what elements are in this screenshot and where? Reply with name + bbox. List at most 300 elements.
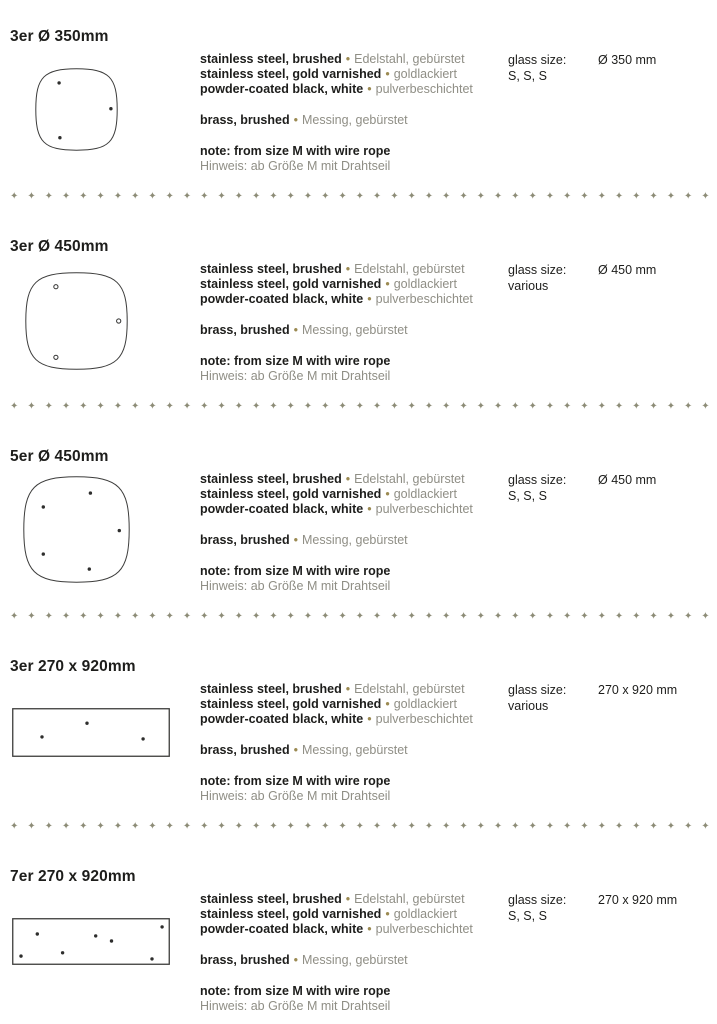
divider-star-icon: ✦ bbox=[234, 820, 244, 832]
canopy-outline-drawing bbox=[12, 708, 170, 757]
bullet-separator: • bbox=[293, 533, 299, 547]
divider-star-icon: ✦ bbox=[96, 610, 105, 622]
divider-star-icon: ✦ bbox=[79, 400, 88, 412]
divider-star-icon: ✦ bbox=[303, 820, 313, 832]
divider-star-icon: ✦ bbox=[424, 190, 434, 202]
divider-star-icon: ✦ bbox=[286, 820, 295, 832]
glass-size-column bbox=[508, 682, 566, 714]
divider-star-icon: ✦ bbox=[27, 820, 36, 832]
divider-star-icon: ✦ bbox=[44, 190, 53, 202]
divider-star-icon: ✦ bbox=[338, 610, 347, 622]
glass-size-label: glass size: bbox=[508, 473, 567, 487]
divider-star-icon: ✦ bbox=[563, 190, 572, 202]
divider-star-icon: ✦ bbox=[182, 610, 192, 622]
divider-star-icon: ✦ bbox=[79, 190, 88, 202]
divider-star-icon: ✦ bbox=[79, 820, 88, 832]
material-de: goldlackiert bbox=[393, 67, 457, 81]
divider-star-icon: ✦ bbox=[286, 610, 295, 622]
canopy-diagram bbox=[35, 68, 118, 151]
materials-list bbox=[200, 892, 505, 1014]
divider-star-icon: ✦ bbox=[200, 820, 209, 832]
divider-star-icon: ✦ bbox=[96, 820, 105, 832]
material-de: pulverbeschichtet bbox=[375, 922, 473, 936]
material-line bbox=[200, 82, 505, 97]
divider-star-icon: ✦ bbox=[632, 820, 641, 832]
divider-star-icon: ✦ bbox=[269, 400, 278, 412]
divider-star-icon: ✦ bbox=[528, 190, 537, 202]
section-title: 7er 270 x 920mm bbox=[10, 868, 136, 885]
divider-star-icon: ✦ bbox=[614, 400, 624, 412]
bullet-separator: • bbox=[385, 907, 390, 921]
product-section bbox=[0, 658, 717, 868]
divider-star-icon: ✦ bbox=[286, 190, 295, 202]
divider-star-icon: ✦ bbox=[321, 400, 330, 412]
divider-star-icon: ✦ bbox=[701, 820, 710, 832]
divider-star-icon: ✦ bbox=[251, 400, 261, 412]
divider-star-icon: ✦ bbox=[303, 190, 313, 202]
divider-star-icon: ✦ bbox=[442, 190, 451, 202]
divider-star-icon: ✦ bbox=[61, 820, 71, 832]
divider-star-icon: ✦ bbox=[234, 400, 244, 412]
divider-star-icon: ✦ bbox=[79, 610, 88, 622]
note-line-de bbox=[200, 999, 505, 1014]
divider-star-icon: ✦ bbox=[355, 610, 365, 622]
glass-size-column bbox=[508, 262, 566, 294]
material-line bbox=[200, 502, 505, 517]
divider-star-icon: ✦ bbox=[442, 820, 451, 832]
glass-size-label: glass size: bbox=[508, 683, 567, 697]
glass-size-value: various bbox=[508, 279, 549, 293]
divider-star-icon: ✦ bbox=[407, 820, 416, 832]
divider-star-icon: ✦ bbox=[666, 400, 676, 412]
divider-star-icon: ✦ bbox=[390, 610, 399, 622]
material-line bbox=[200, 697, 505, 712]
product-size: Ø 350 mm bbox=[598, 53, 657, 67]
material-line bbox=[200, 292, 505, 307]
note-line-de bbox=[200, 579, 505, 594]
product-size: Ø 450 mm bbox=[598, 263, 657, 277]
material-en: powder-coated black, white bbox=[200, 712, 364, 726]
divider-star-icon: ✦ bbox=[614, 610, 624, 622]
section-divider bbox=[10, 821, 710, 832]
materials-list bbox=[200, 682, 505, 804]
divider-star-icon: ✦ bbox=[44, 610, 53, 622]
canopy-outline-drawing bbox=[35, 68, 118, 151]
divider-star-icon: ✦ bbox=[200, 400, 209, 412]
material-en: powder-coated black, white bbox=[200, 292, 364, 306]
divider-star-icon: ✦ bbox=[130, 820, 140, 832]
divider-star-icon: ✦ bbox=[165, 400, 174, 412]
canopy-outline-drawing bbox=[25, 272, 128, 370]
bullet-separator: • bbox=[345, 262, 351, 276]
glass-size-column bbox=[508, 52, 566, 84]
divider-star-icon: ✦ bbox=[217, 820, 226, 832]
material-de: Messing, gebürstet bbox=[302, 953, 408, 967]
glass-size-value: S, S, S bbox=[508, 69, 547, 83]
material-en: stainless steel, brushed bbox=[200, 262, 342, 276]
bullet-separator: • bbox=[367, 502, 372, 516]
divider-star-icon: ✦ bbox=[96, 190, 105, 202]
divider-star-icon: ✦ bbox=[10, 190, 19, 202]
bullet-separator: • bbox=[345, 892, 351, 906]
divider-star-icon: ✦ bbox=[683, 400, 693, 412]
divider-star-icon: ✦ bbox=[528, 610, 537, 622]
divider-star-icon: ✦ bbox=[182, 820, 192, 832]
note-de: Hinweis: ab Größe M mit Drahtseil bbox=[200, 789, 391, 803]
divider-star-icon: ✦ bbox=[424, 610, 434, 622]
product-section bbox=[0, 28, 717, 238]
canopy-outline-drawing bbox=[23, 476, 130, 583]
material-en: powder-coated black, white bbox=[200, 82, 364, 96]
divider-star-icon: ✦ bbox=[683, 820, 693, 832]
divider-star-icon: ✦ bbox=[338, 400, 347, 412]
material-de: goldlackiert bbox=[393, 907, 457, 921]
divider-star-icon: ✦ bbox=[321, 610, 330, 622]
bullet-separator: • bbox=[385, 277, 390, 291]
divider-star-icon: ✦ bbox=[200, 190, 209, 202]
divider-star-icon: ✦ bbox=[476, 400, 485, 412]
divider-star-icon: ✦ bbox=[493, 820, 503, 832]
divider-star-icon: ✦ bbox=[545, 190, 555, 202]
divider-star-icon: ✦ bbox=[666, 190, 676, 202]
divider-star-icon: ✦ bbox=[563, 400, 572, 412]
divider-star-icon: ✦ bbox=[545, 400, 555, 412]
material-line bbox=[200, 743, 505, 758]
divider-star-icon: ✦ bbox=[217, 190, 226, 202]
divider-star-icon: ✦ bbox=[251, 610, 261, 622]
divider-star-icon: ✦ bbox=[217, 400, 226, 412]
section-title: 3er Ø 350mm bbox=[10, 28, 109, 45]
material-line bbox=[200, 922, 505, 937]
divider-star-icon: ✦ bbox=[442, 400, 451, 412]
divider-star-icon: ✦ bbox=[701, 610, 710, 622]
divider-star-icon: ✦ bbox=[632, 190, 641, 202]
product-section bbox=[0, 868, 717, 1024]
material-en: stainless steel, gold varnished bbox=[200, 277, 382, 291]
divider-star-icon: ✦ bbox=[269, 820, 278, 832]
divider-star-icon: ✦ bbox=[528, 400, 537, 412]
divider-star-icon: ✦ bbox=[148, 190, 157, 202]
divider-star-icon: ✦ bbox=[649, 400, 658, 412]
divider-star-icon: ✦ bbox=[251, 820, 261, 832]
divider-star-icon: ✦ bbox=[130, 190, 140, 202]
divider-star-icon: ✦ bbox=[580, 820, 589, 832]
material-line bbox=[200, 487, 505, 502]
material-line bbox=[200, 262, 505, 277]
divider-star-icon: ✦ bbox=[321, 820, 330, 832]
divider-star-icon: ✦ bbox=[200, 610, 209, 622]
divider-star-icon: ✦ bbox=[372, 190, 382, 202]
divider-star-icon: ✦ bbox=[372, 820, 382, 832]
materials-list bbox=[200, 262, 505, 384]
divider-star-icon: ✦ bbox=[597, 400, 606, 412]
material-de: pulverbeschichtet bbox=[375, 712, 473, 726]
divider-star-icon: ✦ bbox=[165, 190, 174, 202]
divider-star-icon: ✦ bbox=[666, 610, 676, 622]
material-de: Edelstahl, gebürstet bbox=[354, 52, 465, 66]
section-divider bbox=[10, 191, 710, 202]
material-en: powder-coated black, white bbox=[200, 922, 364, 936]
divider-star-icon: ✦ bbox=[580, 400, 589, 412]
divider-star-icon: ✦ bbox=[511, 400, 520, 412]
material-de: goldlackiert bbox=[393, 697, 457, 711]
divider-star-icon: ✦ bbox=[597, 820, 606, 832]
product-section bbox=[0, 238, 717, 448]
divider-star-icon: ✦ bbox=[476, 820, 485, 832]
divider-star-icon: ✦ bbox=[27, 400, 36, 412]
divider-star-icon: ✦ bbox=[148, 400, 157, 412]
glass-size-label: glass size: bbox=[508, 263, 567, 277]
divider-star-icon: ✦ bbox=[493, 190, 503, 202]
glass-size-column bbox=[508, 472, 566, 504]
divider-star-icon: ✦ bbox=[459, 610, 468, 622]
bullet-separator: • bbox=[367, 292, 372, 306]
materials-list bbox=[200, 52, 505, 174]
note-de: Hinweis: ab Größe M mit Drahtseil bbox=[200, 579, 391, 593]
material-line bbox=[200, 113, 505, 128]
divider-star-icon: ✦ bbox=[130, 610, 140, 622]
divider-star-icon: ✦ bbox=[563, 820, 572, 832]
divider-star-icon: ✦ bbox=[407, 610, 416, 622]
note-en: note: from size M with wire rope bbox=[200, 144, 391, 158]
divider-star-icon: ✦ bbox=[632, 400, 641, 412]
divider-star-icon: ✦ bbox=[632, 610, 641, 622]
section-title: 3er 270 x 920mm bbox=[10, 658, 136, 675]
divider-star-icon: ✦ bbox=[476, 610, 485, 622]
bullet-separator: • bbox=[293, 953, 299, 967]
divider-star-icon: ✦ bbox=[61, 610, 71, 622]
divider-star-icon: ✦ bbox=[459, 400, 468, 412]
note-line bbox=[200, 144, 505, 159]
product-section bbox=[0, 448, 717, 658]
divider-star-icon: ✦ bbox=[683, 190, 693, 202]
material-de: Messing, gebürstet bbox=[302, 533, 408, 547]
material-en: stainless steel, gold varnished bbox=[200, 697, 382, 711]
glass-size-label: glass size: bbox=[508, 893, 567, 907]
section-divider bbox=[10, 401, 710, 412]
material-en: brass, brushed bbox=[200, 533, 290, 547]
divider-star-icon: ✦ bbox=[286, 400, 295, 412]
divider-star-icon: ✦ bbox=[61, 190, 71, 202]
note-line bbox=[200, 774, 505, 789]
divider-star-icon: ✦ bbox=[148, 820, 157, 832]
product-size: 270 x 920 mm bbox=[598, 893, 678, 907]
material-de: Edelstahl, gebürstet bbox=[354, 682, 465, 696]
glass-size-column bbox=[508, 892, 566, 924]
material-line bbox=[200, 52, 505, 67]
material-de: Edelstahl, gebürstet bbox=[354, 472, 465, 486]
note-line-de bbox=[200, 159, 505, 174]
canopy-outline-drawing bbox=[12, 918, 170, 965]
material-en: stainless steel, gold varnished bbox=[200, 487, 382, 501]
bullet-separator: • bbox=[385, 67, 390, 81]
material-line bbox=[200, 907, 505, 922]
note-line bbox=[200, 354, 505, 369]
bullet-separator: • bbox=[367, 82, 372, 96]
divider-star-icon: ✦ bbox=[390, 400, 399, 412]
divider-star-icon: ✦ bbox=[61, 400, 71, 412]
divider-star-icon: ✦ bbox=[528, 820, 537, 832]
divider-star-icon: ✦ bbox=[165, 610, 174, 622]
material-en: brass, brushed bbox=[200, 953, 290, 967]
material-en: brass, brushed bbox=[200, 113, 290, 127]
divider-star-icon: ✦ bbox=[614, 820, 624, 832]
divider-star-icon: ✦ bbox=[217, 610, 226, 622]
divider-star-icon: ✦ bbox=[113, 400, 123, 412]
divider-star-icon: ✦ bbox=[182, 400, 192, 412]
material-en: brass, brushed bbox=[200, 743, 290, 757]
divider-star-icon: ✦ bbox=[597, 190, 606, 202]
note-en: note: from size M with wire rope bbox=[200, 564, 391, 578]
divider-star-icon: ✦ bbox=[269, 610, 278, 622]
bullet-separator: • bbox=[385, 487, 390, 501]
material-line bbox=[200, 953, 505, 968]
divider-star-icon: ✦ bbox=[355, 400, 365, 412]
divider-star-icon: ✦ bbox=[234, 610, 244, 622]
divider-star-icon: ✦ bbox=[580, 610, 589, 622]
bullet-separator: • bbox=[367, 712, 372, 726]
material-en: powder-coated black, white bbox=[200, 502, 364, 516]
divider-star-icon: ✦ bbox=[390, 190, 399, 202]
material-line bbox=[200, 472, 505, 487]
divider-star-icon: ✦ bbox=[182, 190, 192, 202]
material-de: Messing, gebürstet bbox=[302, 113, 408, 127]
divider-star-icon: ✦ bbox=[649, 820, 658, 832]
glass-size-value: S, S, S bbox=[508, 909, 547, 923]
divider-star-icon: ✦ bbox=[666, 820, 676, 832]
divider-star-icon: ✦ bbox=[113, 610, 123, 622]
divider-star-icon: ✦ bbox=[511, 190, 520, 202]
divider-star-icon: ✦ bbox=[130, 400, 140, 412]
divider-star-icon: ✦ bbox=[614, 190, 624, 202]
divider-star-icon: ✦ bbox=[338, 820, 347, 832]
material-line bbox=[200, 892, 505, 907]
material-line bbox=[200, 682, 505, 697]
divider-star-icon: ✦ bbox=[424, 400, 434, 412]
divider-star-icon: ✦ bbox=[27, 190, 36, 202]
material-line bbox=[200, 533, 505, 548]
divider-star-icon: ✦ bbox=[96, 400, 105, 412]
bullet-separator: • bbox=[293, 113, 299, 127]
material-line bbox=[200, 323, 505, 338]
material-en: stainless steel, gold varnished bbox=[200, 67, 382, 81]
glass-size-value: various bbox=[508, 699, 549, 713]
divider-star-icon: ✦ bbox=[442, 610, 451, 622]
divider-star-icon: ✦ bbox=[355, 820, 365, 832]
section-title: 5er Ø 450mm bbox=[10, 448, 109, 465]
divider-star-icon: ✦ bbox=[511, 610, 520, 622]
material-en: brass, brushed bbox=[200, 323, 290, 337]
note-line bbox=[200, 564, 505, 579]
divider-star-icon: ✦ bbox=[234, 190, 244, 202]
material-line bbox=[200, 67, 505, 82]
note-line-de bbox=[200, 369, 505, 384]
canopy-diagram bbox=[12, 918, 170, 965]
glass-size-value: S, S, S bbox=[508, 489, 547, 503]
material-de: Messing, gebürstet bbox=[302, 743, 408, 757]
divider-star-icon: ✦ bbox=[10, 820, 19, 832]
materials-list bbox=[200, 472, 505, 594]
bullet-separator: • bbox=[293, 743, 299, 757]
note-de: Hinweis: ab Größe M mit Drahtseil bbox=[200, 999, 391, 1013]
material-en: stainless steel, brushed bbox=[200, 472, 342, 486]
divider-star-icon: ✦ bbox=[27, 610, 36, 622]
divider-star-icon: ✦ bbox=[407, 400, 416, 412]
material-en: stainless steel, brushed bbox=[200, 52, 342, 66]
material-de: pulverbeschichtet bbox=[375, 502, 473, 516]
material-en: stainless steel, brushed bbox=[200, 682, 342, 696]
section-divider bbox=[10, 611, 710, 622]
material-de: Edelstahl, gebürstet bbox=[354, 892, 465, 906]
divider-star-icon: ✦ bbox=[493, 400, 503, 412]
divider-star-icon: ✦ bbox=[303, 610, 313, 622]
material-line bbox=[200, 712, 505, 727]
bullet-separator: • bbox=[345, 682, 351, 696]
divider-star-icon: ✦ bbox=[269, 190, 278, 202]
divider-star-icon: ✦ bbox=[372, 610, 382, 622]
material-line bbox=[200, 277, 505, 292]
divider-star-icon: ✦ bbox=[10, 400, 19, 412]
divider-star-icon: ✦ bbox=[580, 190, 589, 202]
note-en: note: from size M with wire rope bbox=[200, 984, 391, 998]
note-en: note: from size M with wire rope bbox=[200, 774, 391, 788]
note-line bbox=[200, 984, 505, 999]
divider-star-icon: ✦ bbox=[683, 610, 693, 622]
material-de: Messing, gebürstet bbox=[302, 323, 408, 337]
divider-star-icon: ✦ bbox=[44, 820, 53, 832]
material-de: pulverbeschichtet bbox=[375, 292, 473, 306]
bullet-separator: • bbox=[385, 697, 390, 711]
note-line-de bbox=[200, 789, 505, 804]
divider-star-icon: ✦ bbox=[545, 820, 555, 832]
material-de: goldlackiert bbox=[393, 487, 457, 501]
divider-star-icon: ✦ bbox=[148, 610, 157, 622]
canopy-diagram bbox=[25, 272, 128, 370]
divider-star-icon: ✦ bbox=[303, 400, 313, 412]
divider-star-icon: ✦ bbox=[251, 190, 261, 202]
divider-star-icon: ✦ bbox=[355, 190, 365, 202]
divider-star-icon: ✦ bbox=[545, 610, 555, 622]
divider-star-icon: ✦ bbox=[44, 400, 53, 412]
bullet-separator: • bbox=[345, 472, 351, 486]
divider-star-icon: ✦ bbox=[338, 190, 347, 202]
divider-star-icon: ✦ bbox=[493, 610, 503, 622]
canopy-diagram bbox=[12, 708, 170, 757]
note-de: Hinweis: ab Größe M mit Drahtseil bbox=[200, 369, 391, 383]
material-de: pulverbeschichtet bbox=[375, 82, 473, 96]
divider-star-icon: ✦ bbox=[459, 190, 468, 202]
note-en: note: from size M with wire rope bbox=[200, 354, 391, 368]
divider-star-icon: ✦ bbox=[597, 610, 606, 622]
divider-star-icon: ✦ bbox=[424, 820, 434, 832]
bullet-separator: • bbox=[293, 323, 299, 337]
divider-star-icon: ✦ bbox=[701, 400, 710, 412]
material-de: goldlackiert bbox=[393, 277, 457, 291]
bullet-separator: • bbox=[367, 922, 372, 936]
divider-star-icon: ✦ bbox=[563, 610, 572, 622]
material-de: Edelstahl, gebürstet bbox=[354, 262, 465, 276]
product-size: Ø 450 mm bbox=[598, 473, 657, 487]
divider-star-icon: ✦ bbox=[459, 820, 468, 832]
section-title: 3er Ø 450mm bbox=[10, 238, 109, 255]
divider-star-icon: ✦ bbox=[649, 610, 658, 622]
divider-star-icon: ✦ bbox=[701, 190, 710, 202]
material-en: stainless steel, brushed bbox=[200, 892, 342, 906]
divider-star-icon: ✦ bbox=[511, 820, 520, 832]
glass-size-label: glass size: bbox=[508, 53, 567, 67]
divider-star-icon: ✦ bbox=[649, 190, 658, 202]
divider-star-icon: ✦ bbox=[476, 190, 485, 202]
